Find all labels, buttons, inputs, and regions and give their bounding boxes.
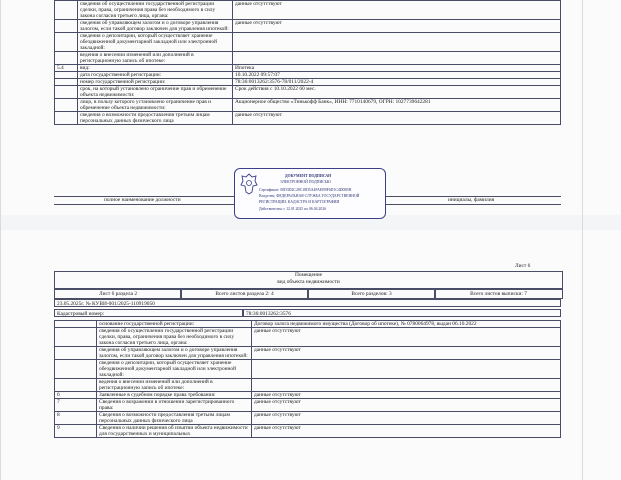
row-number [55,86,78,99]
row-label: дата государственной регистрации: [78,72,233,79]
row-label: ведения о внесении изменений или дополнений в регистрационную запись об ипотеке: [78,52,233,65]
row-number: 5.4 [55,65,78,72]
row-value [252,360,561,379]
row-number [55,1,78,20]
row-label: сведения об управляющем залогом и о договоре управления залогом, если такой договор заключен для управления ипотекой: [78,20,233,33]
row-value: данные отсутствуют [252,412,561,425]
stamp-title: ДОКУМЕНТ ПОДПИСАН [285,174,332,178]
row-value: данные отсутствуют [233,112,561,125]
row-label: срок, на который установлено ограничение прав и обременение объекта недвижимости: [78,86,233,99]
encumbrance-table-bottom [54,320,561,438]
row-number [55,112,78,125]
table-row [55,52,561,65]
extract-date-number: 23.05.2025г. № КУВИ-001/2025-110919050 [54,299,561,307]
encumbrance-table-top [54,0,561,125]
table-row [55,79,561,86]
row-label: сведения о депозитарии, который осуществляет хранение обездвиженной документарной закладной или электронной закладной: [78,33,233,52]
stamp-validity: Действителен: с 12.01.2025 по 06.04.2026 [259,207,327,211]
page-edge-left [0,0,1,480]
row-number [55,20,78,33]
row-value: Срок действия с 10.10.2022 60 мес. [233,86,561,99]
row-value: данные отсутствуют [252,425,561,438]
row-label: сведения об управляющем залогом и о договоре управления залогом, если такой договор заключен для управления ипотекой: [97,347,252,360]
row-label: сведения об осуществлении государственной регистрации сделки, права, ограничения права без необходимого в силу закона согласия третьего лица, органа: [97,328,252,347]
row-number [55,328,97,347]
row-number: 6 [55,392,97,399]
table-row [55,86,561,99]
row-number [55,99,78,112]
row-value: данные отсутствуют [252,399,561,412]
row-number [55,33,78,52]
row-label: Сведения о возможности предоставления третьим лицам персональных данных физического лица [97,412,252,425]
row-label: вид: [78,65,233,72]
stamp-owner-cont: РЕГИСТРАЦИИ, КАДАСТРА И КАРТОГРАФИИ [259,200,340,204]
table-row [55,425,561,438]
row-value [233,33,561,52]
table-row [55,72,561,79]
cadastral-number-value: 78:36:0013262:3576 [243,309,561,317]
row-value: данные отсутствуют [233,20,561,33]
row-value: Акционерное общество «Тинькофф Банк», ИНН: 7710140679, ОГРН: 1027739642281 [233,99,561,112]
total-sections: Всего разделов: 3 [307,289,436,299]
table-row [55,99,561,112]
table-row [55,321,561,328]
table-row [55,328,561,347]
row-value: Договор залога недвижимого имущества (Договор об ипотеке), № 0780064978, выдан 06.10.2022 [252,321,561,328]
row-number: 9 [55,425,97,438]
row-value: данные отсутствуют [252,392,561,399]
row-label: основание государственной регистрации: [97,321,252,328]
row-label: лицо, в пользу которого установлено ограничение прав и обременение объекта недвижимости: [78,99,233,112]
row-value: данные отсутствуют [252,328,561,347]
row-value: 10.10.2022 09:57:07 [233,72,561,79]
row-number: 7 [55,399,97,412]
table-row [55,392,561,399]
row-label: номер государственной регистрации: [78,79,233,86]
row-label: сведения об осуществлении государственной регистрации сделки, права, ограничения права без необходимого в силу закона согласия третьего лица, органа: [78,1,233,20]
row-value [233,52,561,65]
row-number [55,52,78,65]
table-row [55,399,561,412]
stamp-certificate: Сертификат: 00D3D2C28C18D5A4FAEB9F6D1C4D0B5B [259,188,352,192]
coat-of-arms-icon [240,173,258,195]
row-number [55,379,97,392]
table-row [55,112,561,125]
row-number [55,347,97,360]
table-row [55,33,561,52]
row-number [55,360,97,379]
object-type-title: Помещение [295,272,322,278]
table-row [55,1,561,20]
cadastral-number-label: Кадастровый номер: [54,309,243,317]
row-label: ведения о внесении изменений или дополнений в регистрационную запись об ипотеке: [97,379,252,392]
row-value: данные отсутствуют [233,1,561,20]
footer-name-label: инициалы, фамилия [448,197,495,203]
footer-position-label: полное наименование должности [104,197,181,203]
object-type-header [54,271,563,289]
row-value: 78:36:0013262:3576-78/011/2022-4 [233,79,561,86]
object-type-subtitle: вид объекта недвижимости [277,279,340,285]
row-number [55,72,78,79]
row-number: 8 [55,412,97,425]
stamp-owner: Владелец: ФЕДЕРАЛЬНАЯ СЛУЖБА ГОСУДАРСТВЕННОЙ [259,194,360,198]
sheet-of-section: Лист 6 раздела 2 [54,289,182,299]
table-row [55,360,561,379]
row-label: Сведения о наличии решения об изъятии объекта недвижимости для государственных и муниципальных [97,425,252,438]
row-number [55,321,97,328]
table-row [55,20,561,33]
page-edge-right [582,0,583,480]
table-row [55,65,561,72]
table-row [55,347,561,360]
row-label: сведения о возможности предоставления третьим лицам персональных данных физического лица [78,112,233,125]
stamp-subtitle: ЭЛЕКТРОННОЙ ПОДПИСЬЮ [280,180,331,184]
total-sheets-section: Всего листов раздела 2: 4 [180,289,309,299]
row-label: Сведения о возражении в отношении зарегистрированного права: [97,399,252,412]
row-label: Заявленные в судебном порядке права требования: [97,392,252,399]
table-row [55,412,561,425]
total-sheets: Всего листов выписки: 7 [434,289,563,299]
table-row [55,379,561,392]
row-number [55,79,78,86]
row-value: данные отсутствуют [252,347,561,360]
row-value: Ипотека [233,65,561,72]
row-label: сведения о депозитарии, который осуществляет хранение обездвиженной документарной закладной или электронной закладной: [97,360,252,379]
row-value [252,379,561,392]
sheet-number: Лист 6 [515,263,531,269]
electronic-signature-stamp [234,168,386,219]
